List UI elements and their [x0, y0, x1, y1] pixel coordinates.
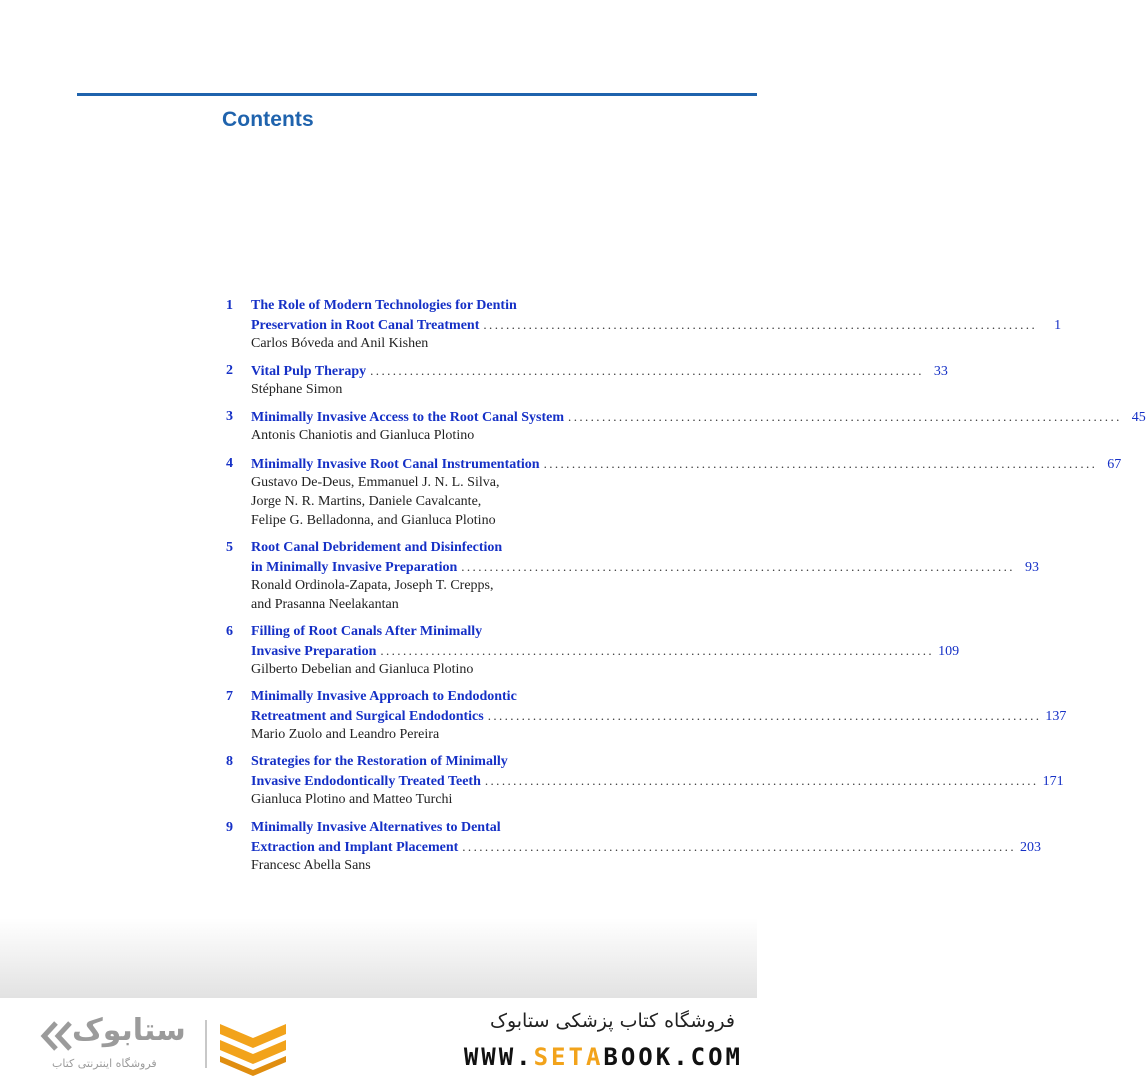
- page-title: Contents: [222, 108, 314, 131]
- toc-entry-body: [251, 296, 1062, 353]
- chapter-title-text: Minimally Invasive Root Canal Instrumentation: [251, 457, 540, 472]
- leader-dots: ..................................................................................................: [487, 708, 1042, 723]
- page-number: 33: [933, 364, 948, 379]
- url-prefix: WWW.: [463, 1043, 534, 1071]
- chapter-title-line: [251, 837, 1041, 856]
- page-number: 203: [1019, 840, 1041, 855]
- chapter-title-text: Retreatment and Surgical Endodontics: [251, 709, 484, 724]
- chapter-authors: and Prasanna Neelakantan: [251, 597, 399, 612]
- leader-dots: ..................................................................................................: [568, 409, 1122, 424]
- chapter-number: 5: [226, 540, 233, 555]
- chapter-number: 7: [226, 689, 233, 704]
- chapter-title-line: [251, 706, 1067, 725]
- chapter-number: 1: [226, 298, 233, 313]
- chapter-authors: Gianluca Plotino and Matteo Turchi: [251, 792, 453, 807]
- page-number: 137: [1045, 709, 1067, 724]
- chapter-title-line: [251, 641, 960, 660]
- chapter-title-line: Filling of Root Canals After Minimally: [251, 624, 483, 639]
- chapter-title-line: [251, 407, 1146, 426]
- toc-entry-body: [251, 538, 1039, 614]
- chapter-authors: Carlos Bóveda and Anil Kishen: [251, 336, 429, 351]
- toc-entry-body: [251, 622, 960, 679]
- toc-entry-body: [251, 687, 1067, 744]
- toc-entry-body: [251, 454, 1122, 530]
- chapter-authors: Francesc Abella Sans: [251, 858, 371, 873]
- leader-dots: ..................................................................................................: [370, 363, 924, 378]
- chapter-title-line: [251, 557, 1039, 576]
- chapter-title-line: The Role of Modern Technologies for Dentin: [251, 298, 517, 313]
- logo-divider: [205, 1020, 207, 1068]
- page-number: 67: [1107, 457, 1122, 472]
- chapter-title-line: Minimally Invasive Alternatives to Dental: [251, 820, 501, 835]
- chapter-number: 8: [226, 754, 233, 769]
- toc-entry-body: [251, 361, 948, 399]
- chapter-title-text: Invasive Preparation: [251, 644, 377, 659]
- toc-entry-body: [251, 818, 1041, 875]
- chapter-number: 4: [226, 456, 233, 471]
- logo-subtitle: فروشگاه اینترنتی کتاب: [52, 1057, 157, 1070]
- chapter-authors: Felipe G. Belladonna, and Gianluca Plotino: [251, 513, 496, 528]
- leader-dots: ..................................................................................................: [484, 773, 1039, 788]
- store-name: فروشگاه کتاب پزشکی ستابوک: [489, 1010, 735, 1032]
- chapter-title-text: Vital Pulp Therapy: [251, 364, 367, 379]
- leader-dots: ..................................................................................................: [543, 456, 1098, 471]
- chapter-title-line: [251, 361, 948, 380]
- chapter-authors: Gilberto Debelian and Gianluca Plotino: [251, 662, 474, 677]
- url-suffix: BOOK.COM: [603, 1043, 743, 1071]
- chapter-number: 9: [226, 820, 233, 835]
- leader-dots: ..................................................................................................: [483, 317, 1038, 332]
- chapter-title-line: [251, 315, 1062, 334]
- leader-dots: ..................................................................................................: [380, 643, 935, 658]
- chapter-title-text: in Minimally Invasive Preparation: [251, 560, 458, 575]
- chapter-title-line: [251, 771, 1064, 790]
- chapter-title-text: Extraction and Implant Placement: [251, 840, 459, 855]
- chapter-authors: Jorge N. R. Martins, Daniele Cavalcante,: [251, 494, 482, 509]
- chapter-number: 6: [226, 624, 233, 639]
- leader-dots: ..................................................................................................: [461, 559, 1015, 574]
- chapter-authors: Mario Zuolo and Leandro Pereira: [251, 727, 440, 742]
- page-number: 171: [1042, 774, 1064, 789]
- toc-entry-body: [251, 752, 1064, 809]
- chapter-number: 2: [226, 363, 233, 378]
- chapter-authors: Gustavo De-Deus, Emmanuel J. N. L. Silva,: [251, 475, 500, 490]
- chapter-authors: Antonis Chaniotis and Gianluca Plotino: [251, 428, 475, 443]
- top-rule: [77, 93, 757, 96]
- store-url[interactable]: [464, 1043, 743, 1071]
- chapter-title-line: Root Canal Debridement and Disinfection: [251, 540, 503, 555]
- chapter-title-text: Preservation in Root Canal Treatment: [251, 318, 480, 333]
- url-accent: SETA: [533, 1043, 604, 1071]
- chapter-number: 3: [226, 409, 233, 424]
- chevron-arrows-icon: [40, 1019, 74, 1053]
- chapter-title-text: Invasive Endodontically Treated Teeth: [251, 774, 481, 789]
- page-number: 1: [1054, 318, 1062, 333]
- logo-wordmark: ستابوک: [72, 1013, 186, 1048]
- chapter-title-line: [251, 454, 1122, 473]
- chapter-authors: Stéphane Simon: [251, 382, 343, 397]
- page-number: 45: [1131, 410, 1146, 425]
- page-number: 93: [1024, 560, 1039, 575]
- chapter-title-text: Minimally Invasive Access to the Root Canal System: [251, 410, 565, 425]
- chapter-title-line: Minimally Invasive Approach to Endodontic: [251, 689, 517, 704]
- toc-entry-body: [251, 407, 1146, 445]
- page-number: 109: [938, 644, 960, 659]
- chapter-title-line: Strategies for the Restoration of Minimally: [251, 754, 508, 769]
- setabook-logo[interactable]: [40, 1013, 200, 1075]
- book-stack-icon: [216, 1018, 290, 1076]
- bottom-fade: [0, 918, 757, 998]
- chapter-authors: Ronald Ordinola-Zapata, Joseph T. Crepps,: [251, 578, 494, 593]
- leader-dots: ..................................................................................................: [462, 839, 1016, 854]
